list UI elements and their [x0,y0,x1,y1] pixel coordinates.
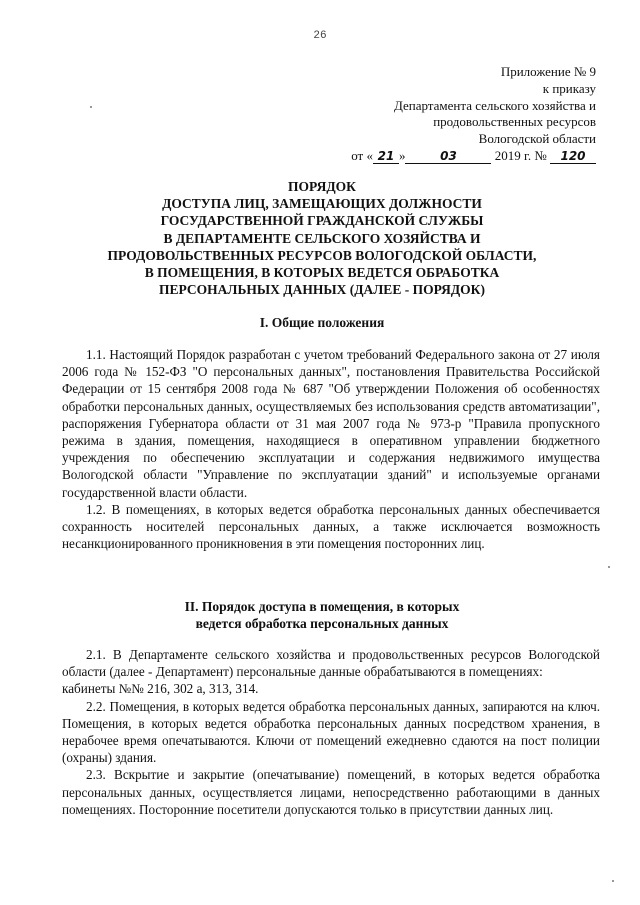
paragraph-2-1: 2.1. В Департаменте сельского хозяйства и продовольственных ресурсов Вологодской области (далее - Департамент) персональные данные обрабатываются в помещениях: [62,647,600,680]
paragraph-2-1-rooms: кабинеты №№ 216, 302 а, 313, 314. [62,681,259,697]
scan-speck [608,566,610,568]
section-2-heading-line1: II. Порядок доступа в помещения, в которых [184,599,460,614]
title-line: В ДЕПАРТАМЕНТЕ СЕЛЬСКОГО ХОЗЯЙСТВА И [163,230,481,246]
paragraph-2-2: 2.2. Помещения, в которых ведется обработка персональных данных, запираются на ключ. Помещения, в которых ведется обработка персональных данных посредством хранения, в нерабочее время опечатываются. Ключи от помещений ежедневно сдаются на пост полиции (охраны) здания. [62,698,600,766]
date-prefix: от « [351,147,373,163]
paragraph-1-2: 1.2. В помещениях, в которых ведется обработка персональных данных обеспечивается сохранность носителей персональных данных, а также исключается возможность несанкционированного проникновения в эти помещения посторонних лиц. [62,501,600,552]
scan-speck [90,106,92,108]
handwritten-day: 21 [373,149,399,164]
appendix-order-ref: к приказу [542,80,596,96]
appendix-number: Приложение № 9 [500,64,596,79]
title-line: ГОСУДАРСТВЕННОЙ ГРАЖДАНСКОЙ СЛУЖБЫ [160,213,484,229]
paragraph-1-1: 1.1. Настоящий Порядок разработан с учетом требований Федерального закона от 27 июля 2006 года № 152-ФЗ "О персональных данных", постановления Правительства Российской Федерации от 15 сентября 2008 года № 687 "Об утверждении Положения об особенностях обработки персональных данных, осуществляемых без использования средств автоматизации", распоряжения Губернатора области от 31 мая 2007 года № 973-р "Правила пропускного режима в здания, помещения, находящиеся в оперативном управлении бюджетного учреждения по обеспечению эксплуатации и содержания недвижимого имущества Вологодской области "Управление по эксплуатации зданий" и используемые органами государственной власти области. [62,347,600,500]
section-2-heading-line2: ведется обработка персональных данных [195,616,449,631]
document-title [40,178,604,298]
section-1-heading: I. Общие положения [259,315,385,330]
appendix-resources-line: продовольственных ресурсов [433,114,596,130]
date-year-number: 2019 г. № [494,147,547,163]
title-line: ДОСТУПА ЛИЦ, ЗАМЕЩАЮЩИХ ДОЛЖНОСТИ [162,196,482,212]
handwritten-month: 03 [405,149,491,164]
section-2-heading [40,598,604,632]
paragraph-2-3: 2.3. Вскрытие и закрытие (опечатывание) помещений, в которых ведется обработка персональных данных, осуществляется лицами, непосредственно работающими в данных помещениях. Посторонние посетители допускаются только в присутствии данных лиц. [62,767,600,817]
title-line: ПЕРСОНАЛЬНЫХ ДАННЫХ (ДАЛЕЕ - ПОРЯДОК) [159,282,485,298]
date-quote-close: » [398,147,406,163]
section-2-body [62,646,600,818]
order-date-line [351,148,596,165]
scan-speck [612,880,614,882]
page-number: 26 [313,30,327,42]
title-line: В ПОМЕЩЕНИЯ, В КОТОРЫХ ВЕДЕТСЯ ОБРАБОТКА [144,265,500,281]
title-line: ПРОДОВОЛЬСТВЕННЫХ РЕСУРСОВ ВОЛОГОДСКОЙ ОБЛАСТИ, [107,247,537,263]
appendix-region-line: Вологодской области [478,131,596,147]
appendix-header [351,64,596,165]
section-1-body [62,346,600,552]
appendix-department-line: Департамента сельского хозяйства и [393,97,596,113]
handwritten-order-number: 120 [550,149,596,164]
title-line: ПОРЯДОК [288,179,356,194]
